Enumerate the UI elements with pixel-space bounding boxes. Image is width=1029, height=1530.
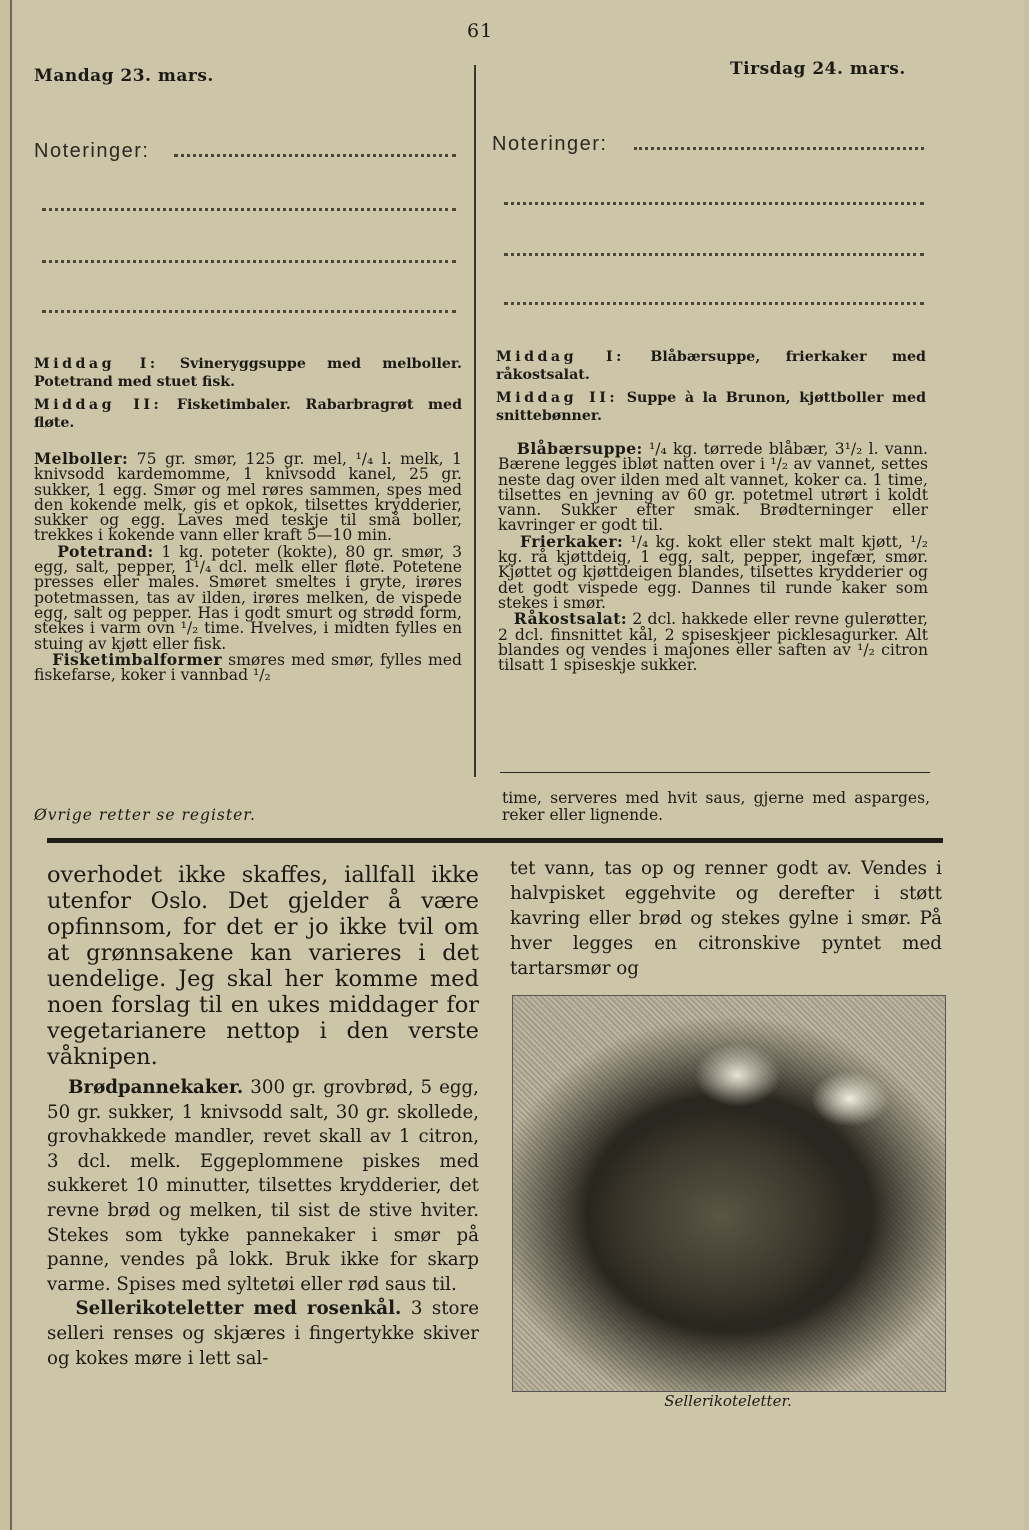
recipe-blabaersuppe: Blåbærsuppe: ¹/₄ kg. tørrede blåbær, 3¹/₂ l. vann. Bærene legges ibløt natten over i ¹/₂ av vannet, settes neste dag over ilden med alt vannet, koker ca. 1 time, tilsettes en jevning av 60 gr. potetmel utrørt i koldt vann. Sukker efter smak. Brødterninger eller kavringer er godt til. [498, 439, 929, 535]
right-menu-item-1: Middag I: Blåbærsuppe, frierkaker med råkostsalat. [496, 349, 926, 383]
photo-caption: Sellerikoteletter. [664, 1392, 792, 1410]
left-recipes [34, 451, 462, 683]
recipe-rakostsalat: Råkostsalat: 2 dcl. hakkede eller revne gulerøtter, 2 dcl. finsnittet kål, 2 spiseskjeer picklesagurker. Alt blandes og vendes i majones eller saften av ¹/₂ citron tilsatt 1 spiseskje sukker. [498, 609, 929, 675]
right-divider [500, 772, 930, 773]
right-menu-item-2: Middag II: Suppe à la Brunon, kjøttboller med snittebønner. [496, 390, 926, 424]
right-menu [496, 348, 926, 430]
right-continuation: time, serveres med hvit saus, gjerne med asparges, reker eller lignende. [502, 789, 930, 824]
recipe-potetrand: Potetrand: 1 kg. poteter (kokte), 80 gr. smør, 3 egg, salt, pepper, 1¹/₄ dcl. melk eller fløte. Potetene presses eller males. Smøret smeltes i gryte, irøres potetmassen, tas av ilden, irøres melken, de vispede egg, salt og pepper. Has i godt smurt og strødd form, stekes i varm ovn ¹/₂ time. Hvelves, i midten fylles en stuing av kjøtt eller fisk. [34, 541, 463, 653]
right-notes-line-1 [634, 147, 924, 150]
left-notes-line-4 [42, 310, 456, 313]
recipe-frierkaker: Frierkaker: ¹/₄ kg. kokt eller stekt malt kjøtt, ¹/₂ kg. rå kjøttdeig, 1 egg, salt, pepper, ingefær, smør. Kjøttet og kjøttdeigen blandes, tilsettes krydderier og det godt vispede egg. Dannes til runde kaker som stekes i smør. [498, 531, 928, 612]
left-menu-item-2: Middag II: Fisketimbaler. Rabarbragrøt med fløte. [34, 397, 462, 431]
right-recipes [498, 441, 928, 673]
left-menu-item-1: Middag I: Svineryggsuppe med melboller. Potetrand med stuet fisk. [34, 356, 462, 390]
recipe-fisketimbal: Fisketimbalformer smøres med smør, fylles med fiskefarse, koker i vannbad ¹/₂ [34, 649, 462, 685]
section-rule [47, 838, 943, 843]
photo-sellerikoteletter [512, 995, 946, 1392]
article-intro-text: overhodet ikke skaffes, iallfall ikke utenfor Oslo. Det gjelder å være opfinnsom, for det er jo ikke tvil om at grønnsakene kan varieres i det uendelige. Jeg skal her komme med noen forslag til en ukes middager for vegetarianere nettop i den verste våknipen. [47, 862, 479, 1070]
recipe-sellerikoteletter: Sellerikoteletter med rosenkål. 3 store selleri renses og skjæres i fingertykke skiver og kokes møre i lett sal- [47, 1298, 479, 1369]
left-footer-note: Øvrige retter se register. [34, 806, 256, 824]
left-day-heading: Mandag 23. mars. [34, 66, 214, 86]
article-intro [47, 862, 479, 1070]
right-notes-label: Noteringer: [492, 133, 608, 155]
right-notes-line-4 [504, 302, 924, 305]
right-notes-line-3 [504, 253, 924, 256]
left-notes-line-1 [174, 154, 456, 157]
left-menu [34, 355, 462, 437]
recipe-brodpannekaker: Brødpannekaker. 300 gr. grovbrød, 5 egg, 50 gr. sukker, 1 knivsodd salt, 30 gr. skollede, grovhakkede mandler, revet skall av 1 citron, 3 dcl. melk. Eggeplommene piskes med sukkeret 10 minutter, tilsettes krydderier, det revne brød og melken, til sist de stive hviter. Stekes som tykke pannekaker i smør på panne, vendes på lokk. Bruk ikke for skarp varme. Spises med syltetøi eller rød saus til. [47, 1077, 479, 1295]
column-divider [474, 65, 476, 777]
right-notes-line-2 [504, 202, 924, 205]
left-notes-label: Noteringer: [34, 140, 150, 162]
right-day-heading: Tirsdag 24. mars. [730, 59, 906, 79]
page-number: 61 [467, 20, 494, 42]
left-notes-line-3 [42, 260, 456, 263]
left-notes-line-2 [42, 208, 456, 211]
recipe-melboller: Melboller: 75 gr. smør, 125 gr. mel, ¹/₄ l. melk, 1 knivsodd kardemomme, 1 knivsodd kanel, 25 gr. sukker, 1 egg. Smør og mel røres sammen, spes med den kokende melk, gis et opkok, tilsettes krydderier, sukker og egg. Laves med teskje til små boller, trekkes i kokende vann eller kraft 5—10 min. [34, 449, 462, 545]
page [10, 0, 1024, 1530]
article-right-text: tet vann, tas op og renner godt av. Vendes i halvpisket eggehvite og derefter i støtt kavring eller brød og stekes gylne i smør. På hver legges en citronskive pyntet med tartarsmør og [510, 858, 942, 979]
article-recipes [47, 1076, 479, 1371]
